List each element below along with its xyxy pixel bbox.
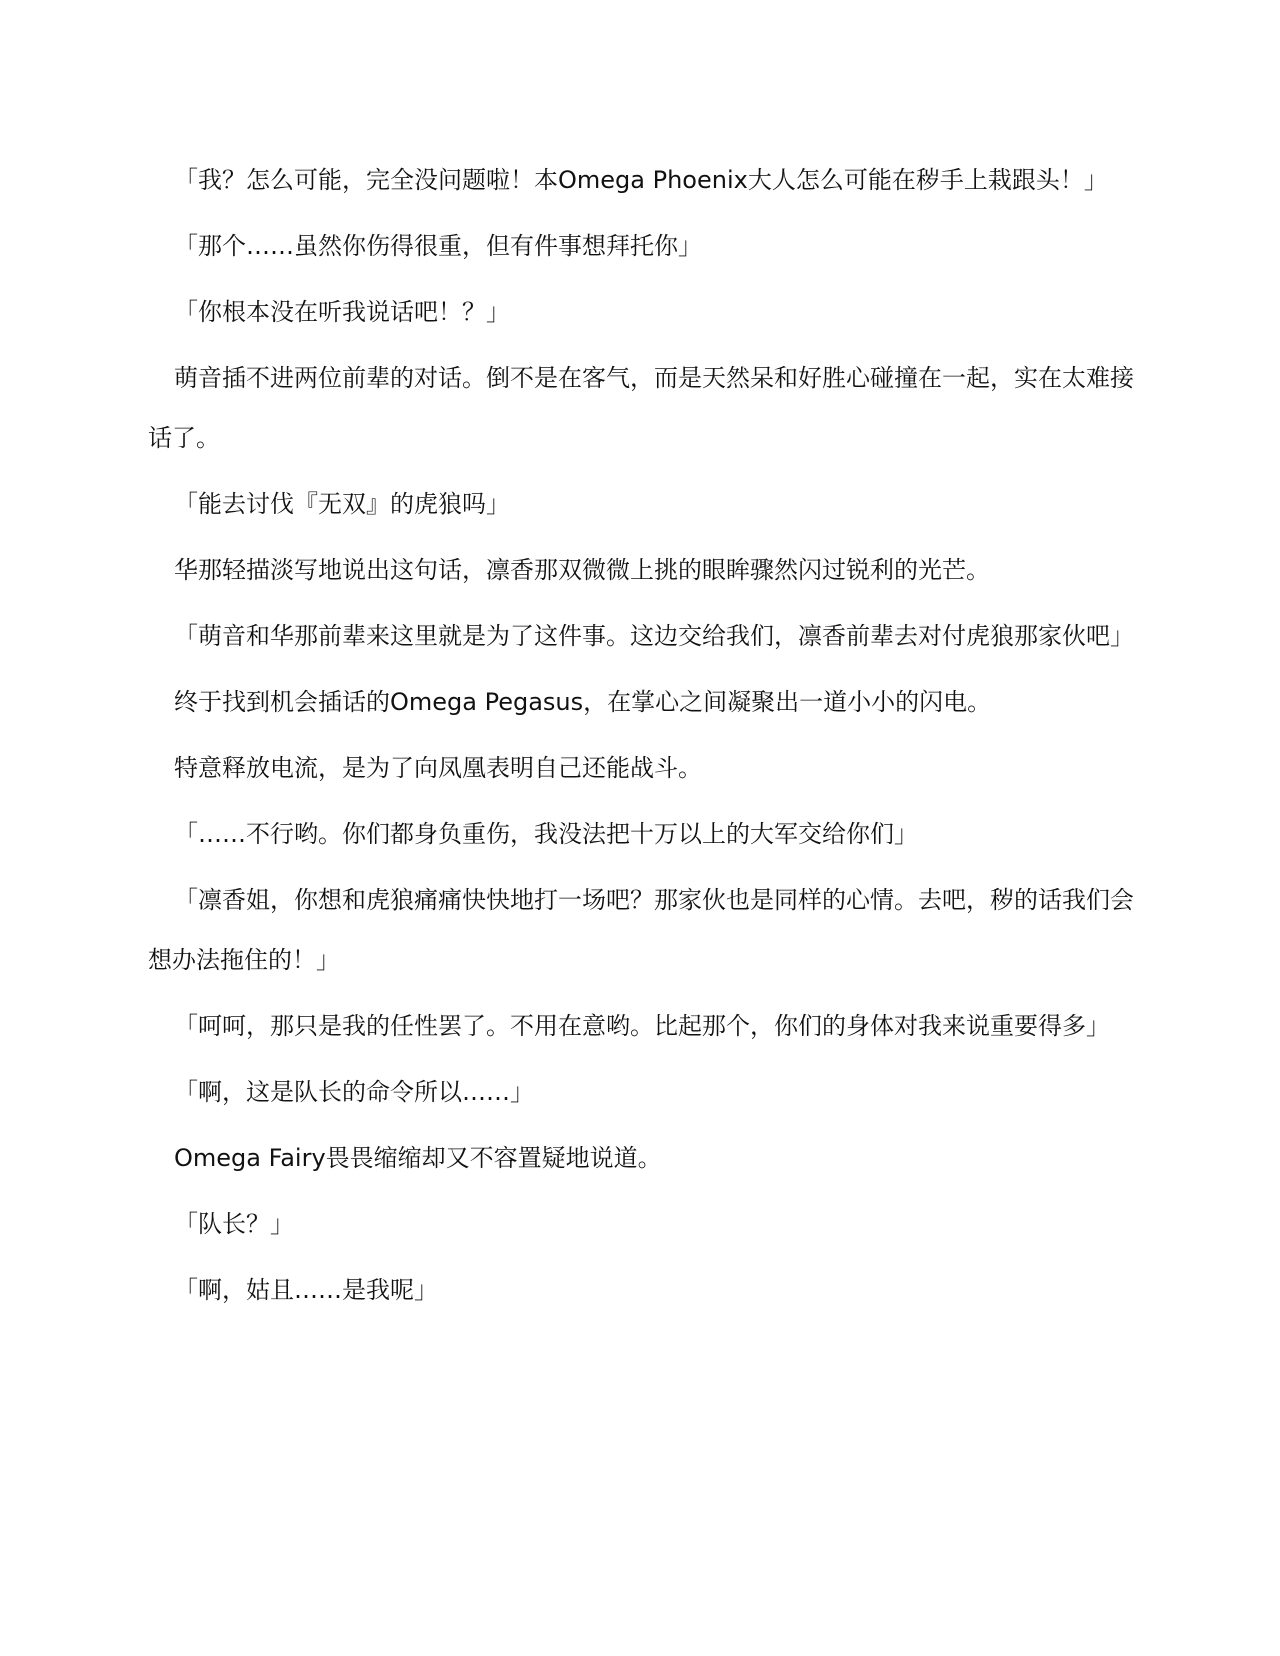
paragraph: 「那个……虽然你伤得很重，但有件事想拜托你」 bbox=[174, 232, 702, 260]
paragraph: 华那轻描淡写地说出这句话，凛香那双微微上挑的眼眸骤然闪过锐利的光芒。 bbox=[174, 556, 990, 584]
paragraph: 「啊，这是队长的命令所以……」 bbox=[174, 1078, 534, 1106]
paragraph: 「凛香姐，你想和虎狼痛痛快快地打一场吧？那家伙也是同样的心情。去吧，秽的话我们会想办法拖住的！」 bbox=[148, 886, 1134, 974]
paragraph: 「我？怎么可能，完全没问题啦！本Omega Phoenix大人怎么可能在秽手上栽跟头！」 bbox=[174, 166, 1108, 194]
paragraph: 萌音插不进两位前辈的对话。倒不是在客气，而是天然呆和好胜心碰撞在一起，实在太难接话了。 bbox=[148, 364, 1134, 452]
paragraph: 「萌音和华那前辈来这里就是为了这件事。这边交给我们，凛香前辈去对付虎狼那家伙吧」 bbox=[174, 622, 1134, 650]
paragraph: 终于找到机会插话的Omega Pegasus，在掌心之间凝聚出一道小小的闪电。 bbox=[174, 688, 992, 716]
document-page bbox=[148, 150, 1143, 1326]
paragraph: 「呵呵，那只是我的任性罢了。不用在意哟。比起那个，你们的身体对我来说重要得多」 bbox=[174, 1012, 1110, 1040]
paragraph: Omega Fairy畏畏缩缩却又不容置疑地说道。 bbox=[174, 1144, 662, 1172]
paragraph: 特意释放电流，是为了向凤凰表明自己还能战斗。 bbox=[174, 754, 702, 782]
paragraph: 「能去讨伐『无双』的虎狼吗」 bbox=[174, 490, 510, 518]
paragraph: 「啊，姑且……是我呢」 bbox=[174, 1276, 438, 1304]
paragraph: 「队长？」 bbox=[174, 1210, 294, 1238]
paragraph: 「……不行哟。你们都身负重伤，我没法把十万以上的大军交给你们」 bbox=[174, 820, 918, 848]
paragraph: 「你根本没在听我说话吧！？」 bbox=[174, 298, 510, 326]
